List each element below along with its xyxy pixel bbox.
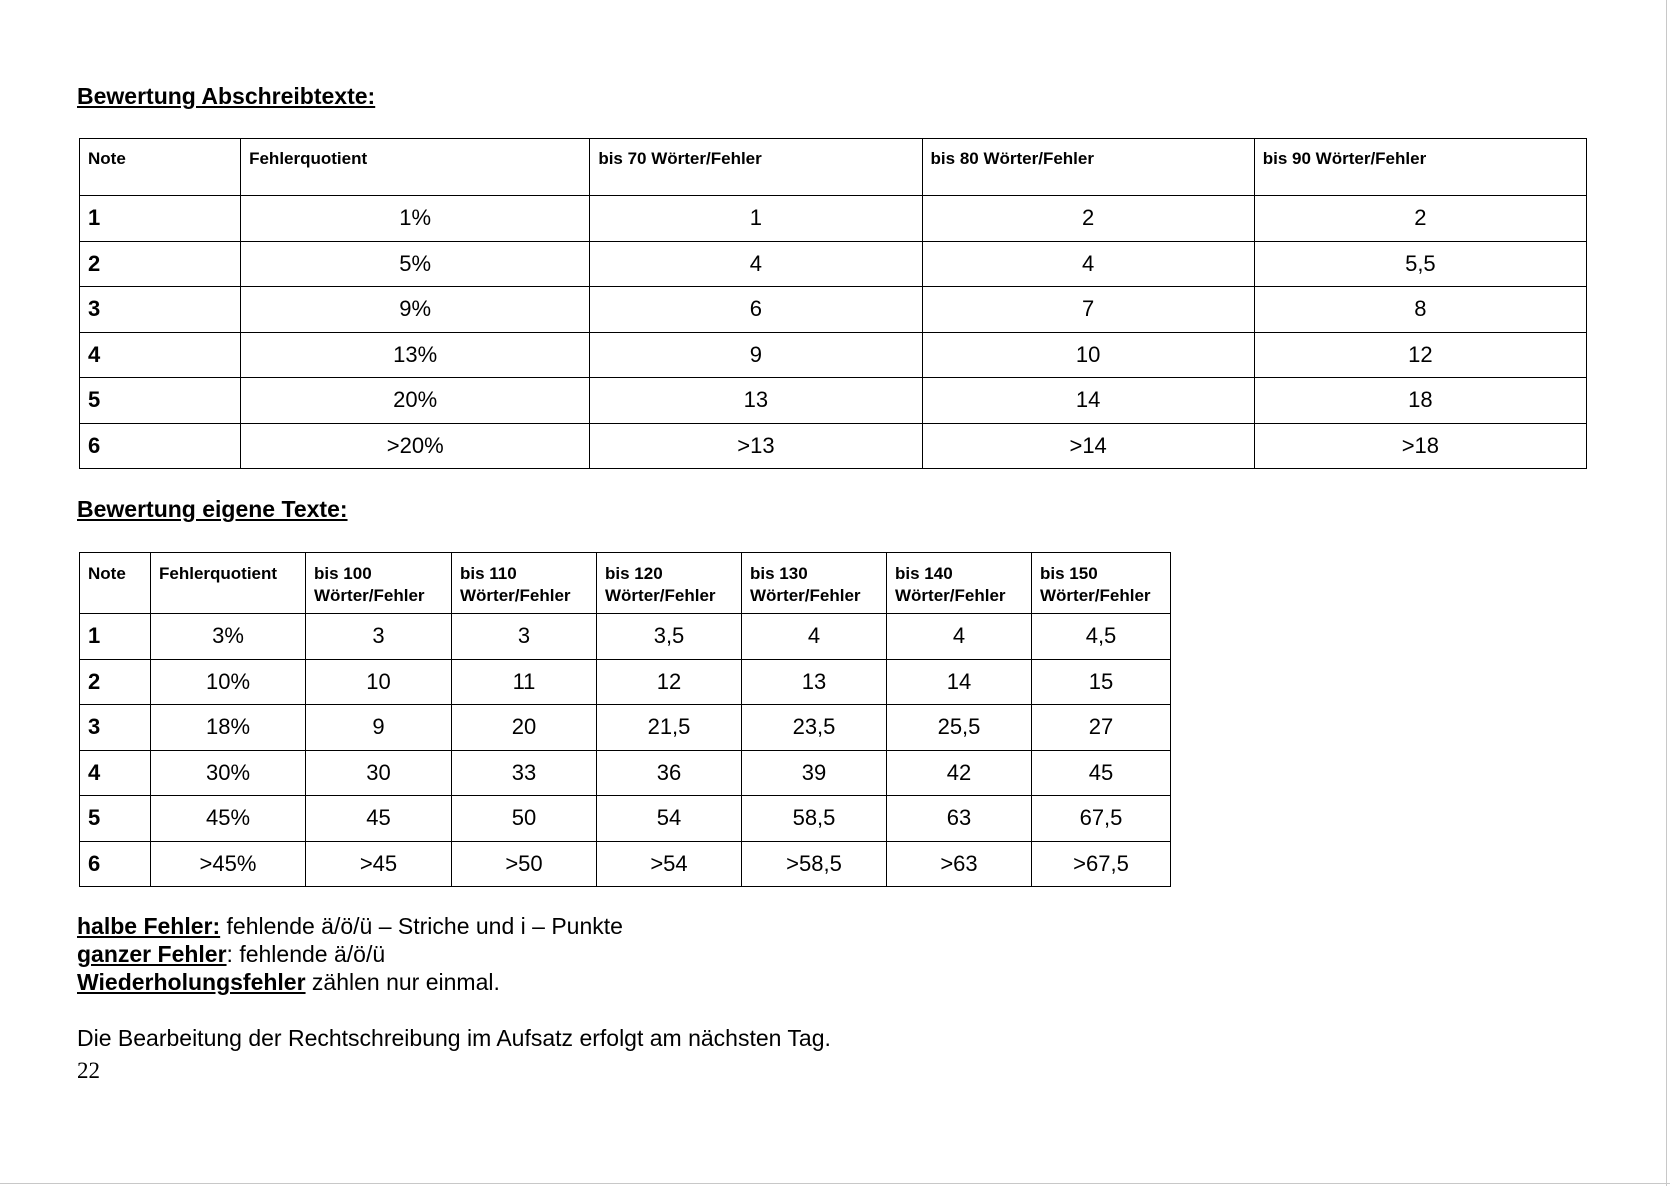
table-cell: 4 — [922, 241, 1254, 287]
rule-text: fehlende ä/ö/ü – Striche und i – Punkte — [220, 913, 623, 939]
table-cell: 20% — [241, 378, 590, 424]
table-cell: 4,5 — [1032, 614, 1171, 660]
table-cell: 10% — [151, 659, 306, 705]
table-row — [80, 841, 1171, 887]
table-cell: 14 — [922, 378, 1254, 424]
table-row — [80, 196, 1587, 242]
table-cell: >58,5 — [742, 841, 887, 887]
table-cell: 20 — [452, 705, 597, 751]
table-cell: 3% — [151, 614, 306, 660]
table-cell: 45% — [151, 796, 306, 842]
table-row — [80, 705, 1171, 751]
table-cell: 6 — [80, 423, 241, 469]
table-cell: 33 — [452, 750, 597, 796]
table-row — [80, 332, 1587, 378]
table-cell: 21,5 — [597, 705, 742, 751]
table-cell: >20% — [241, 423, 590, 469]
closing-paragraph: Die Bearbeitung der Rechtschreibung im Aufsatz erfolgt am nächsten Tag. — [77, 1025, 831, 1051]
table-cell: 23,5 — [742, 705, 887, 751]
table-cell: 36 — [597, 750, 742, 796]
table-cell: 63 — [887, 796, 1032, 842]
table-cell: 2 — [1254, 196, 1586, 242]
table-cell: 1 — [80, 614, 151, 660]
table-row — [80, 287, 1587, 333]
table-cell: 4 — [590, 241, 922, 287]
column-header: bis 120 Wörter/Fehler — [597, 553, 742, 614]
table-cell: 11 — [452, 659, 597, 705]
table-cell: 4 — [80, 750, 151, 796]
column-header: bis 150 Wörter/Fehler — [1032, 553, 1171, 614]
table-cell: 2 — [80, 659, 151, 705]
table-row — [80, 423, 1587, 469]
rule-term: ganzer Fehler — [77, 941, 227, 967]
table-cell: >50 — [452, 841, 597, 887]
column-header: bis 100 Wörter/Fehler — [306, 553, 452, 614]
table-cell: 7 — [922, 287, 1254, 333]
table-cell: 9 — [590, 332, 922, 378]
table-cell: >67,5 — [1032, 841, 1171, 887]
table-cell: >13 — [590, 423, 922, 469]
table-cell: 10 — [922, 332, 1254, 378]
rule-text: : fehlende ä/ö/ü — [226, 941, 386, 967]
grading-table-eigene-texte — [79, 552, 1171, 887]
grading-table-abschreibtexte — [79, 138, 1587, 469]
table-cell: 5% — [241, 241, 590, 287]
column-header: Note — [80, 139, 241, 196]
page-edge — [1666, 0, 1667, 1186]
table-cell: >54 — [597, 841, 742, 887]
table-cell: 25,5 — [887, 705, 1032, 751]
table-row — [80, 796, 1171, 842]
error-rules — [77, 912, 623, 996]
table-cell: 3 — [306, 614, 452, 660]
table-cell: >45% — [151, 841, 306, 887]
column-header: bis 110 Wörter/Fehler — [452, 553, 597, 614]
table-row — [80, 241, 1587, 287]
table-cell: 15 — [1032, 659, 1171, 705]
table-cell: 13 — [590, 378, 922, 424]
table-cell: 5,5 — [1254, 241, 1586, 287]
table-cell: 58,5 — [742, 796, 887, 842]
page-edge — [0, 1183, 1670, 1184]
table-cell: 1 — [590, 196, 922, 242]
table-cell: 4 — [80, 332, 241, 378]
column-header: bis 90 Wörter/Fehler — [1254, 139, 1586, 196]
rule-line — [77, 912, 623, 940]
table-cell: 67,5 — [1032, 796, 1171, 842]
table-cell: 45 — [306, 796, 452, 842]
table-cell: 4 — [887, 614, 1032, 660]
table-row — [80, 750, 1171, 796]
page-number: 22 — [77, 1058, 100, 1083]
table-cell: 1% — [241, 196, 590, 242]
table-cell: 45 — [1032, 750, 1171, 796]
table-row — [80, 614, 1171, 660]
table-cell: 14 — [887, 659, 1032, 705]
table-cell: >63 — [887, 841, 1032, 887]
table-cell: 9 — [306, 705, 452, 751]
table-cell: 3 — [80, 705, 151, 751]
table-cell: 2 — [80, 241, 241, 287]
table-cell: 8 — [1254, 287, 1586, 333]
column-header: Fehlerquotient — [151, 553, 306, 614]
table-cell: 13% — [241, 332, 590, 378]
table-cell: 18 — [1254, 378, 1586, 424]
table-cell: 27 — [1032, 705, 1171, 751]
column-header: bis 80 Wörter/Fehler — [922, 139, 1254, 196]
table-cell: 4 — [742, 614, 887, 660]
table-cell: 5 — [80, 796, 151, 842]
table-cell: 3,5 — [597, 614, 742, 660]
table-row — [80, 659, 1171, 705]
table-cell: 9% — [241, 287, 590, 333]
section-heading-abschreibtexte: Bewertung Abschreibtexte: — [77, 83, 376, 109]
table-cell: 50 — [452, 796, 597, 842]
column-header: Note — [80, 553, 151, 614]
table-header-row — [80, 139, 1587, 196]
table-cell: 3 — [452, 614, 597, 660]
table-row — [80, 378, 1587, 424]
table-cell: >14 — [922, 423, 1254, 469]
table-cell: 30 — [306, 750, 452, 796]
table-cell: 12 — [1254, 332, 1586, 378]
table-cell: 5 — [80, 378, 241, 424]
table-cell: 2 — [922, 196, 1254, 242]
rule-text: zählen nur einmal. — [305, 969, 500, 995]
column-header: bis 140 Wörter/Fehler — [887, 553, 1032, 614]
column-header: bis 70 Wörter/Fehler — [590, 139, 922, 196]
rule-term: halbe Fehler: — [77, 913, 221, 939]
table-cell: 6 — [590, 287, 922, 333]
table-cell: 12 — [597, 659, 742, 705]
table-cell: 6 — [80, 841, 151, 887]
table-cell: 18% — [151, 705, 306, 751]
table-cell: 30% — [151, 750, 306, 796]
column-header: Fehlerquotient — [241, 139, 590, 196]
table-header-row — [80, 553, 1171, 614]
column-header: bis 130 Wörter/Fehler — [742, 553, 887, 614]
rule-term: Wiederholungsfehler — [77, 969, 306, 995]
table-cell: 42 — [887, 750, 1032, 796]
section-heading-eigene-texte: Bewertung eigene Texte: — [77, 496, 348, 522]
rule-line — [77, 940, 623, 968]
rule-line — [77, 968, 623, 996]
table-cell: 1 — [80, 196, 241, 242]
table-cell: 10 — [306, 659, 452, 705]
table-cell: >18 — [1254, 423, 1586, 469]
table-cell: 13 — [742, 659, 887, 705]
table-cell: >45 — [306, 841, 452, 887]
table-cell: 3 — [80, 287, 241, 333]
table-cell: 39 — [742, 750, 887, 796]
table-cell: 54 — [597, 796, 742, 842]
